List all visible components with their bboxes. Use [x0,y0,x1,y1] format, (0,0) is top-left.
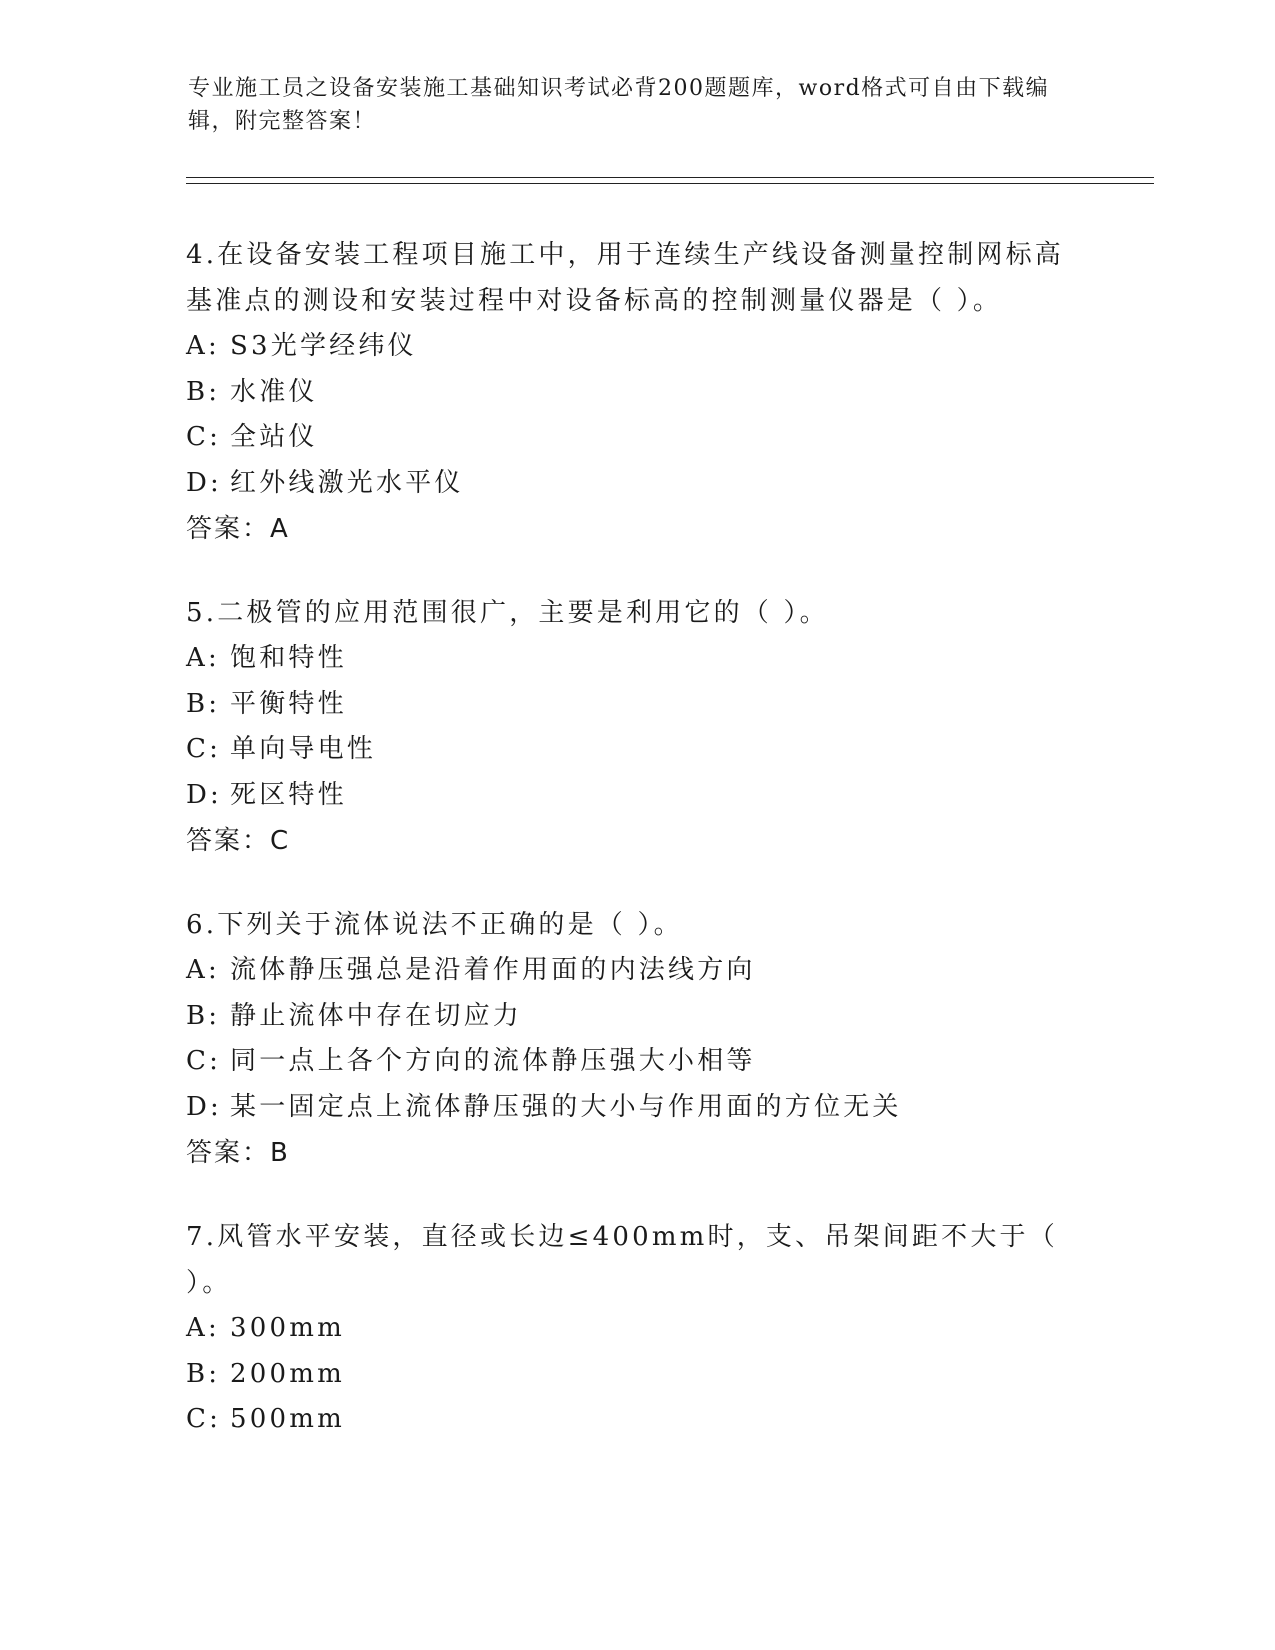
option-b [186,682,1086,728]
option-letter: C: [186,1046,222,1076]
option-letter: C: [186,734,222,764]
option-c [186,1039,1086,1085]
option-a [186,1306,1086,1352]
question-5 [186,590,1086,864]
option-text: 300mm [230,1313,345,1343]
option-letter: A: [186,643,220,673]
option-letter: C: [186,1404,222,1434]
option-b [186,994,1086,1040]
question-list [186,232,1086,1481]
option-text: 某一固定点上流体静压强的大小与作用面的方位无关 [230,1091,902,1122]
option-text: 全站仪 [230,422,318,452]
option-b [186,370,1086,416]
option-letter: D: [186,1091,223,1122]
option-text: 红外线激光水平仪 [230,467,464,498]
option-c [186,1397,1086,1443]
option-text: 200mm [230,1358,345,1389]
option-letter: B: [186,1358,221,1389]
option-text: 500mm [230,1404,345,1434]
option-text: 同一点上各个方向的流体静压强大小相等 [230,1046,756,1076]
question-stem: 7.风管水平安装，直径或长边≤400mm时，支、吊架间距不大于（ ）。 [186,1222,1058,1298]
option-text: 单向导电性 [230,734,377,764]
option-letter: A: [186,331,220,361]
answer-line: 答案：B [186,1138,290,1168]
option-letter: A: [186,1313,220,1343]
answer-line: 答案：C [186,826,291,856]
option-letter: B: [186,688,221,719]
option-letter: D: [186,779,223,810]
option-c [186,415,1086,461]
question-stem: 4.在设备安装工程项目施工中，用于连续生产线设备测量控制网标高基准点的测设和安装过程中对设备标高的控制测量仪器是（ ）。 [186,240,1065,316]
option-a [186,948,1086,994]
option-letter: B: [186,1000,221,1031]
option-text: 饱和特性 [230,643,347,673]
option-d [186,1085,1086,1131]
option-text: 平衡特性 [230,688,347,719]
header-divider-top [186,177,1154,178]
question-6 [186,902,1086,1176]
option-text: 水准仪 [230,376,318,407]
option-b [186,1352,1086,1398]
option-text: 死区特性 [230,779,347,810]
option-letter: B: [186,376,221,407]
option-text: S3光学经纬仪 [230,331,417,361]
answer-line: 答案：A [186,514,290,544]
option-d [186,773,1086,819]
document-header: 专业施工员之设备安装施工基础知识考试必背200题题库，word格式可自由下载编辑，附完整答案！ [188,76,1050,134]
option-a [186,636,1086,682]
question-4 [186,232,1086,552]
question-stem: 6.下列关于流体说法不正确的是（ ）。 [186,910,683,940]
option-letter: C: [186,422,222,452]
option-text: 流体静压强总是沿着作用面的内法线方向 [230,955,756,985]
header-divider-bottom [186,183,1154,184]
option-d [186,461,1086,507]
option-letter: D: [186,467,223,498]
option-letter: A: [186,955,220,985]
option-a [186,324,1086,370]
option-text: 静止流体中存在切应力 [230,1000,523,1031]
question-stem: 5.二极管的应用范围很广，主要是利用它的（ ）。 [186,598,829,628]
question-7 [186,1214,1086,1443]
option-c [186,727,1086,773]
